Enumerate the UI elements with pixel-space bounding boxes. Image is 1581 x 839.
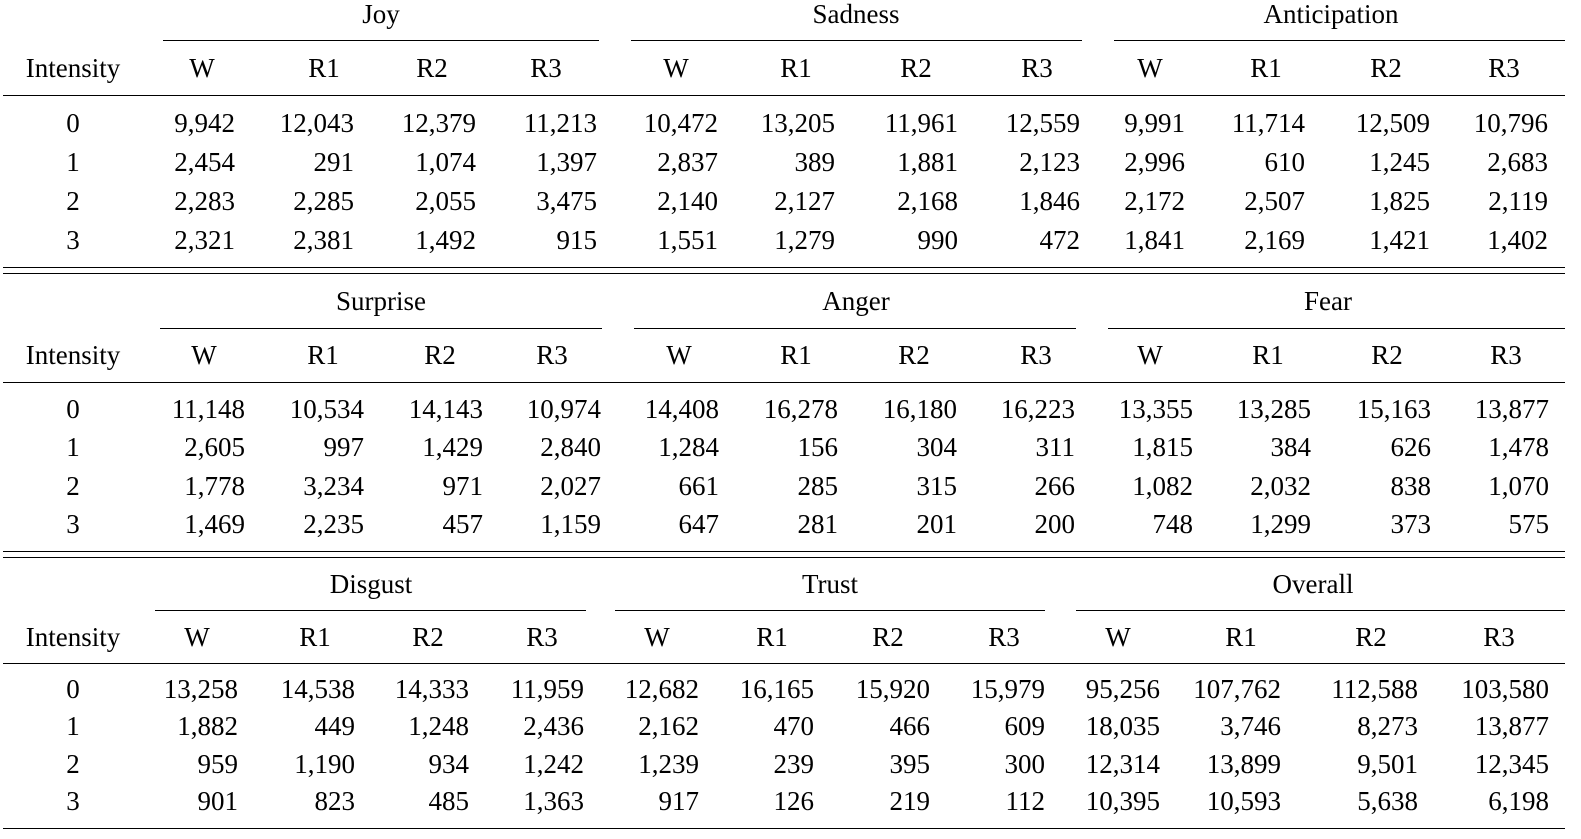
table-cell: 300 (1004, 749, 1045, 779)
table-cell: 1,825 (1369, 186, 1430, 216)
intensity-level: 2 (66, 749, 80, 779)
table-cell: 1,248 (408, 711, 469, 741)
table-cell: 112,588 (1331, 674, 1418, 704)
column-header: R1 (1250, 53, 1282, 83)
column-header: R1 (299, 622, 331, 652)
table-cell: 1,492 (415, 225, 476, 255)
table-cell: 1,239 (638, 749, 699, 779)
group-title: Surprise (336, 286, 426, 316)
column-header: R3 (526, 622, 558, 652)
table-cell: 971 (442, 471, 483, 501)
table-cell: 315 (916, 471, 957, 501)
table-cell: 11,148 (171, 394, 245, 424)
table-cell: 18,035 (1085, 711, 1160, 741)
table-cell: 12,043 (279, 108, 354, 138)
table-cell: 917 (658, 786, 699, 816)
table-cell: 2,454 (174, 147, 235, 177)
table-cell: 2,032 (1250, 471, 1311, 501)
table-cell: 12,509 (1355, 108, 1430, 138)
table-cell: 2,840 (540, 432, 601, 462)
table-cell: 13,258 (163, 674, 238, 704)
table-cell: 2,285 (293, 186, 354, 216)
table-cell: 1,284 (658, 432, 719, 462)
table-cell: 610 (1264, 147, 1305, 177)
intensity-level: 3 (66, 786, 80, 816)
group-title: Anticipation (1263, 0, 1399, 29)
table-cell: 13,877 (1474, 711, 1549, 741)
column-header: R2 (1371, 340, 1403, 370)
table-cell: 291 (313, 147, 354, 177)
column-header: W (184, 622, 210, 652)
table-cell: 1,299 (1250, 509, 1311, 539)
table-cell: 1,846 (1019, 186, 1080, 216)
table-cell: 1,070 (1488, 471, 1549, 501)
intensity-level: 3 (66, 225, 80, 255)
table-cell: 934 (428, 749, 469, 779)
table-cell: 2,172 (1124, 186, 1185, 216)
intensity-header: Intensity (25, 622, 121, 652)
table-cell: 13,285 (1236, 394, 1311, 424)
table-cell: 13,877 (1474, 394, 1549, 424)
table-cell: 2,605 (184, 432, 245, 462)
column-header: W (191, 340, 217, 370)
table-cell: 647 (678, 509, 719, 539)
table-cell: 107,762 (1193, 674, 1281, 704)
table-cell: 395 (889, 749, 930, 779)
table-cell: 10,472 (643, 108, 718, 138)
table-cell: 1,881 (897, 147, 958, 177)
table-cell: 3,234 (303, 471, 364, 501)
table-cell: 14,333 (394, 674, 469, 704)
group-title: Anger (822, 286, 890, 316)
column-header: R3 (530, 53, 562, 83)
table-cell: 3,475 (536, 186, 597, 216)
table-cell: 2,168 (897, 186, 958, 216)
table-cell: 915 (556, 225, 597, 255)
table-cell: 1,882 (177, 711, 238, 741)
table-cell: 3,746 (1220, 711, 1281, 741)
intensity-level: 0 (66, 394, 80, 424)
header-rule (3, 663, 1565, 664)
table-cell: 15,163 (1356, 394, 1431, 424)
table-cell: 12,379 (401, 108, 476, 138)
column-header: W (1137, 340, 1163, 370)
table-cell: 8,273 (1357, 711, 1418, 741)
table-cell: 2,837 (657, 147, 718, 177)
table-cell: 16,278 (763, 394, 838, 424)
column-header: R3 (1488, 53, 1520, 83)
table-cell: 219 (889, 786, 930, 816)
table-cell: 9,991 (1124, 108, 1185, 138)
table-cell: 470 (773, 711, 814, 741)
table-cell: 389 (794, 147, 835, 177)
table-cell: 748 (1152, 509, 1193, 539)
table-cell: 112 (1005, 786, 1045, 816)
table-cell: 457 (442, 509, 483, 539)
column-header: R3 (1021, 53, 1053, 83)
table-cell: 201 (916, 509, 957, 539)
table-cell: 126 (773, 786, 814, 816)
table-cell: 901 (197, 786, 238, 816)
column-header: R1 (1252, 340, 1284, 370)
table-cell: 14,538 (280, 674, 355, 704)
table-cell: 2,140 (657, 186, 718, 216)
table-cell: 1,469 (184, 509, 245, 539)
group-title: Joy (362, 0, 400, 29)
table-cell: 2,996 (1124, 147, 1185, 177)
table-cell: 14,143 (408, 394, 483, 424)
group-underline (1076, 610, 1565, 611)
column-header: R3 (1020, 340, 1052, 370)
table-cell: 1,478 (1488, 432, 1549, 462)
table-cell: 2,683 (1487, 147, 1548, 177)
column-header: R2 (424, 340, 456, 370)
table-cell: 13,899 (1206, 749, 1281, 779)
table-cell: 103,580 (1461, 674, 1549, 704)
table-cell: 12,314 (1085, 749, 1160, 779)
table-cell: 2,381 (293, 225, 354, 255)
column-header: W (1137, 53, 1163, 83)
table-cell: 2,127 (774, 186, 835, 216)
table-cell: 16,165 (739, 674, 814, 704)
table-cell: 1,279 (774, 225, 835, 255)
column-header: W (663, 53, 689, 83)
table-cell: 1,074 (415, 147, 476, 177)
table-cell: 626 (1390, 432, 1431, 462)
table-cell: 373 (1390, 509, 1431, 539)
table-cell: 2,055 (415, 186, 476, 216)
table-cell: 1,551 (657, 225, 718, 255)
table-cell: 11,959 (510, 674, 584, 704)
table-cell: 266 (1034, 471, 1075, 501)
section-bottom-rule (3, 828, 1565, 829)
table-cell: 285 (797, 471, 838, 501)
table-cell: 156 (797, 432, 838, 462)
table-cell: 1,429 (422, 432, 483, 462)
intensity-header: Intensity (25, 340, 121, 370)
table-cell: 12,559 (1005, 108, 1080, 138)
table-cell: 2,162 (638, 711, 699, 741)
table-cell: 1,421 (1369, 225, 1430, 255)
table-cell: 661 (678, 471, 719, 501)
table-cell: 1,778 (184, 471, 245, 501)
table-cell: 13,205 (760, 108, 835, 138)
table-cell: 10,534 (289, 394, 364, 424)
table-cell: 2,283 (174, 186, 235, 216)
intensity-header: Intensity (25, 53, 121, 83)
group-underline (155, 610, 586, 611)
column-header: W (189, 53, 215, 83)
table-cell: 384 (1270, 432, 1311, 462)
intensity-level: 2 (66, 186, 80, 216)
column-header: R2 (416, 53, 448, 83)
table-cell: 2,027 (540, 471, 601, 501)
table-cell: 11,213 (523, 108, 597, 138)
column-header: R2 (898, 340, 930, 370)
group-title: Sadness (812, 0, 900, 29)
column-header: R2 (900, 53, 932, 83)
column-header: W (666, 340, 692, 370)
column-header: W (644, 622, 670, 652)
table-cell: 1,242 (523, 749, 584, 779)
table-cell: 239 (773, 749, 814, 779)
table-cell: 575 (1508, 509, 1549, 539)
table-cell: 1,397 (536, 147, 597, 177)
column-header: R2 (412, 622, 444, 652)
table-cell: 466 (889, 711, 930, 741)
table-cell: 2,169 (1244, 225, 1305, 255)
intensity-level: 0 (66, 674, 80, 704)
column-header: R1 (308, 53, 340, 83)
column-header: W (1105, 622, 1131, 652)
table-cell: 1,245 (1369, 147, 1430, 177)
column-header: R3 (1483, 622, 1515, 652)
column-header: R1 (307, 340, 339, 370)
table-cell: 1,402 (1487, 225, 1548, 255)
table-cell: 5,638 (1357, 786, 1418, 816)
table-cell: 16,223 (1000, 394, 1075, 424)
column-header: R2 (872, 622, 904, 652)
table-cell: 2,123 (1019, 147, 1080, 177)
table-cell: 1,363 (523, 786, 584, 816)
table-cell: 609 (1004, 711, 1045, 741)
column-header: R2 (1355, 622, 1387, 652)
column-header: R1 (780, 53, 812, 83)
group-title: Fear (1304, 286, 1352, 316)
table-cell: 16,180 (882, 394, 957, 424)
table-cell: 959 (197, 749, 238, 779)
table-cell: 14,408 (644, 394, 719, 424)
column-header: R3 (1490, 340, 1522, 370)
table-cell: 2,321 (174, 225, 235, 255)
table-cell: 449 (314, 711, 355, 741)
table-cell: 9,501 (1357, 749, 1418, 779)
intensity-level: 3 (66, 509, 80, 539)
group-title: Disgust (329, 569, 413, 599)
group-title: Trust (801, 569, 859, 599)
table-cell: 2,235 (303, 509, 364, 539)
table-cell: 1,815 (1132, 432, 1193, 462)
table-cell: 1,159 (540, 509, 601, 539)
table-cell: 11,961 (884, 108, 958, 138)
column-header: R3 (988, 622, 1020, 652)
table-cell: 10,796 (1473, 108, 1548, 138)
table-cell: 11,714 (1231, 108, 1305, 138)
table-cell: 2,119 (1488, 186, 1548, 216)
intensity-level: 1 (66, 711, 80, 741)
table-cell: 15,979 (970, 674, 1045, 704)
intensity-level: 2 (66, 471, 80, 501)
table-cell: 9,942 (174, 108, 235, 138)
table-cell: 6,198 (1488, 786, 1549, 816)
table-cell: 990 (917, 225, 958, 255)
table-cell: 281 (797, 509, 838, 539)
table-cell: 304 (916, 432, 957, 462)
table-cell: 12,345 (1474, 749, 1549, 779)
table-cell: 823 (314, 786, 355, 816)
table-cell: 485 (428, 786, 469, 816)
table-cell: 1,841 (1124, 225, 1185, 255)
column-header: R1 (1225, 622, 1257, 652)
table-cell: 2,507 (1244, 186, 1305, 216)
intensity-level: 0 (66, 108, 80, 138)
table-cell: 472 (1039, 225, 1080, 255)
table-cell: 10,974 (526, 394, 601, 424)
table-cell: 15,920 (855, 674, 930, 704)
table-cell: 10,593 (1206, 786, 1281, 816)
table-cell: 1,082 (1132, 471, 1193, 501)
table-cell: 838 (1390, 471, 1431, 501)
table-cell: 311 (1035, 432, 1075, 462)
group-underline (615, 610, 1045, 611)
column-header: R2 (1370, 53, 1402, 83)
column-header: R1 (780, 340, 812, 370)
table-cell: 13,355 (1118, 394, 1193, 424)
table-cell: 10,395 (1085, 786, 1160, 816)
table-cell: 95,256 (1085, 674, 1160, 704)
table-cell: 12,682 (624, 674, 699, 704)
table-cell: 997 (323, 432, 364, 462)
group-title: Overall (1272, 569, 1354, 599)
column-header: R3 (536, 340, 568, 370)
intensity-level: 1 (66, 147, 80, 177)
table-cell: 2,436 (523, 711, 584, 741)
table-cell: 200 (1034, 509, 1075, 539)
intensity-level: 1 (66, 432, 80, 462)
column-header: R1 (756, 622, 788, 652)
table-cell: 1,190 (294, 749, 355, 779)
